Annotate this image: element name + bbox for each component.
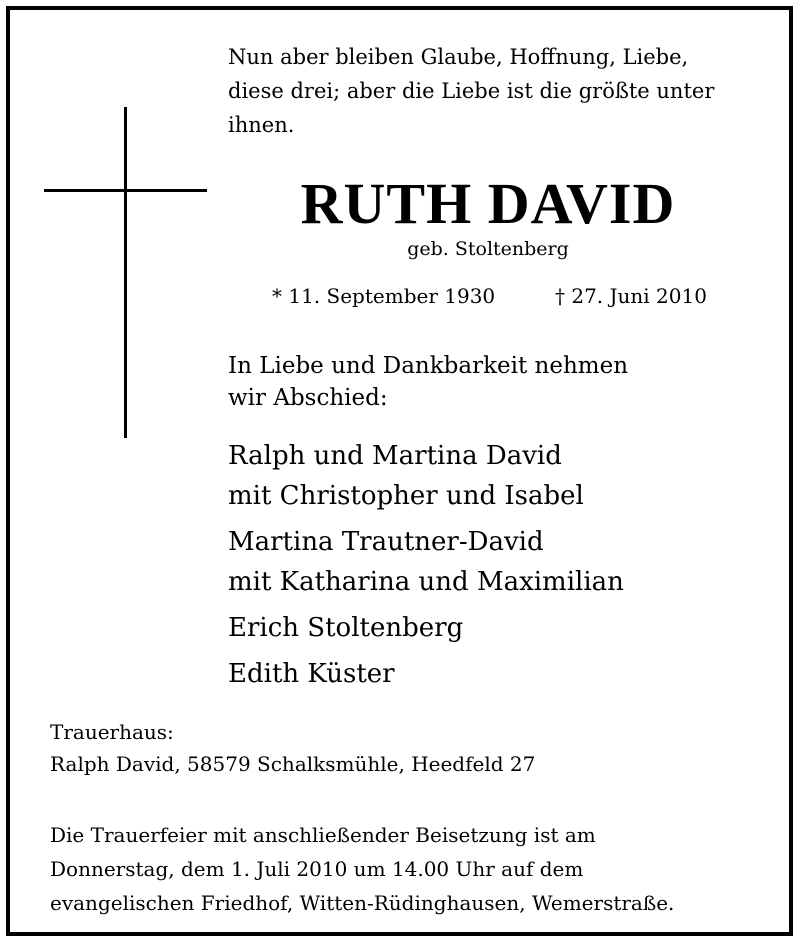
mourner-group: [228, 522, 624, 602]
birth-date: * 11. September 1930: [272, 284, 496, 308]
verse-line: diese drei; aber die Liebe ist die größte unter: [228, 79, 715, 103]
obituary-notice: [6, 6, 793, 936]
cross-horizontal-bar: [44, 189, 207, 192]
mourner-line: mit Christopher und Isabel: [228, 481, 584, 511]
mourners-list: [228, 436, 624, 700]
mourning-house-address: Ralph David, 58579 Schalksmühle, Heedfeld 27: [50, 752, 536, 776]
farewell-line: In Liebe und Dankbarkeit nehmen: [228, 353, 629, 379]
mourner-line: Ralph und Martina David: [228, 441, 562, 471]
ceremony-info: [50, 818, 674, 920]
mourner-line: mit Katharina und Maximilian: [228, 567, 624, 597]
mourner-group: [228, 654, 624, 694]
mourner-line: Martina Trautner-David: [228, 527, 544, 557]
mourner-line: Edith Küster: [228, 659, 395, 689]
deceased-name: RUTH DAVID: [300, 171, 676, 236]
ceremony-line: evangelischen Friedhof, Witten-Rüdinghausen, Wemerstraße.: [50, 891, 675, 915]
verse-line: Nun aber bleiben Glaube, Hoffnung, Liebe,: [228, 45, 689, 69]
mourner-group: [228, 436, 624, 516]
mourner-line: Erich Stoltenberg: [228, 613, 464, 643]
ceremony-line: Die Trauerfeier mit anschließender Beisetzung ist am: [50, 823, 596, 847]
mourner-group: [228, 608, 624, 648]
bible-verse: [228, 40, 748, 142]
farewell-text: [228, 350, 628, 414]
cross-vertical-bar: [124, 107, 127, 438]
verse-line: ihnen.: [228, 113, 295, 137]
mourning-house: [50, 716, 535, 780]
farewell-line: wir Abschied:: [228, 385, 388, 411]
ceremony-line: Donnerstag, dem 1. Juli 2010 um 14.00 Uhr auf dem: [50, 857, 584, 881]
maiden-name: geb. Stoltenberg: [407, 238, 569, 260]
mourning-house-label: Trauerhaus:: [50, 720, 174, 744]
death-date: † 27. Juni 2010: [555, 284, 707, 308]
